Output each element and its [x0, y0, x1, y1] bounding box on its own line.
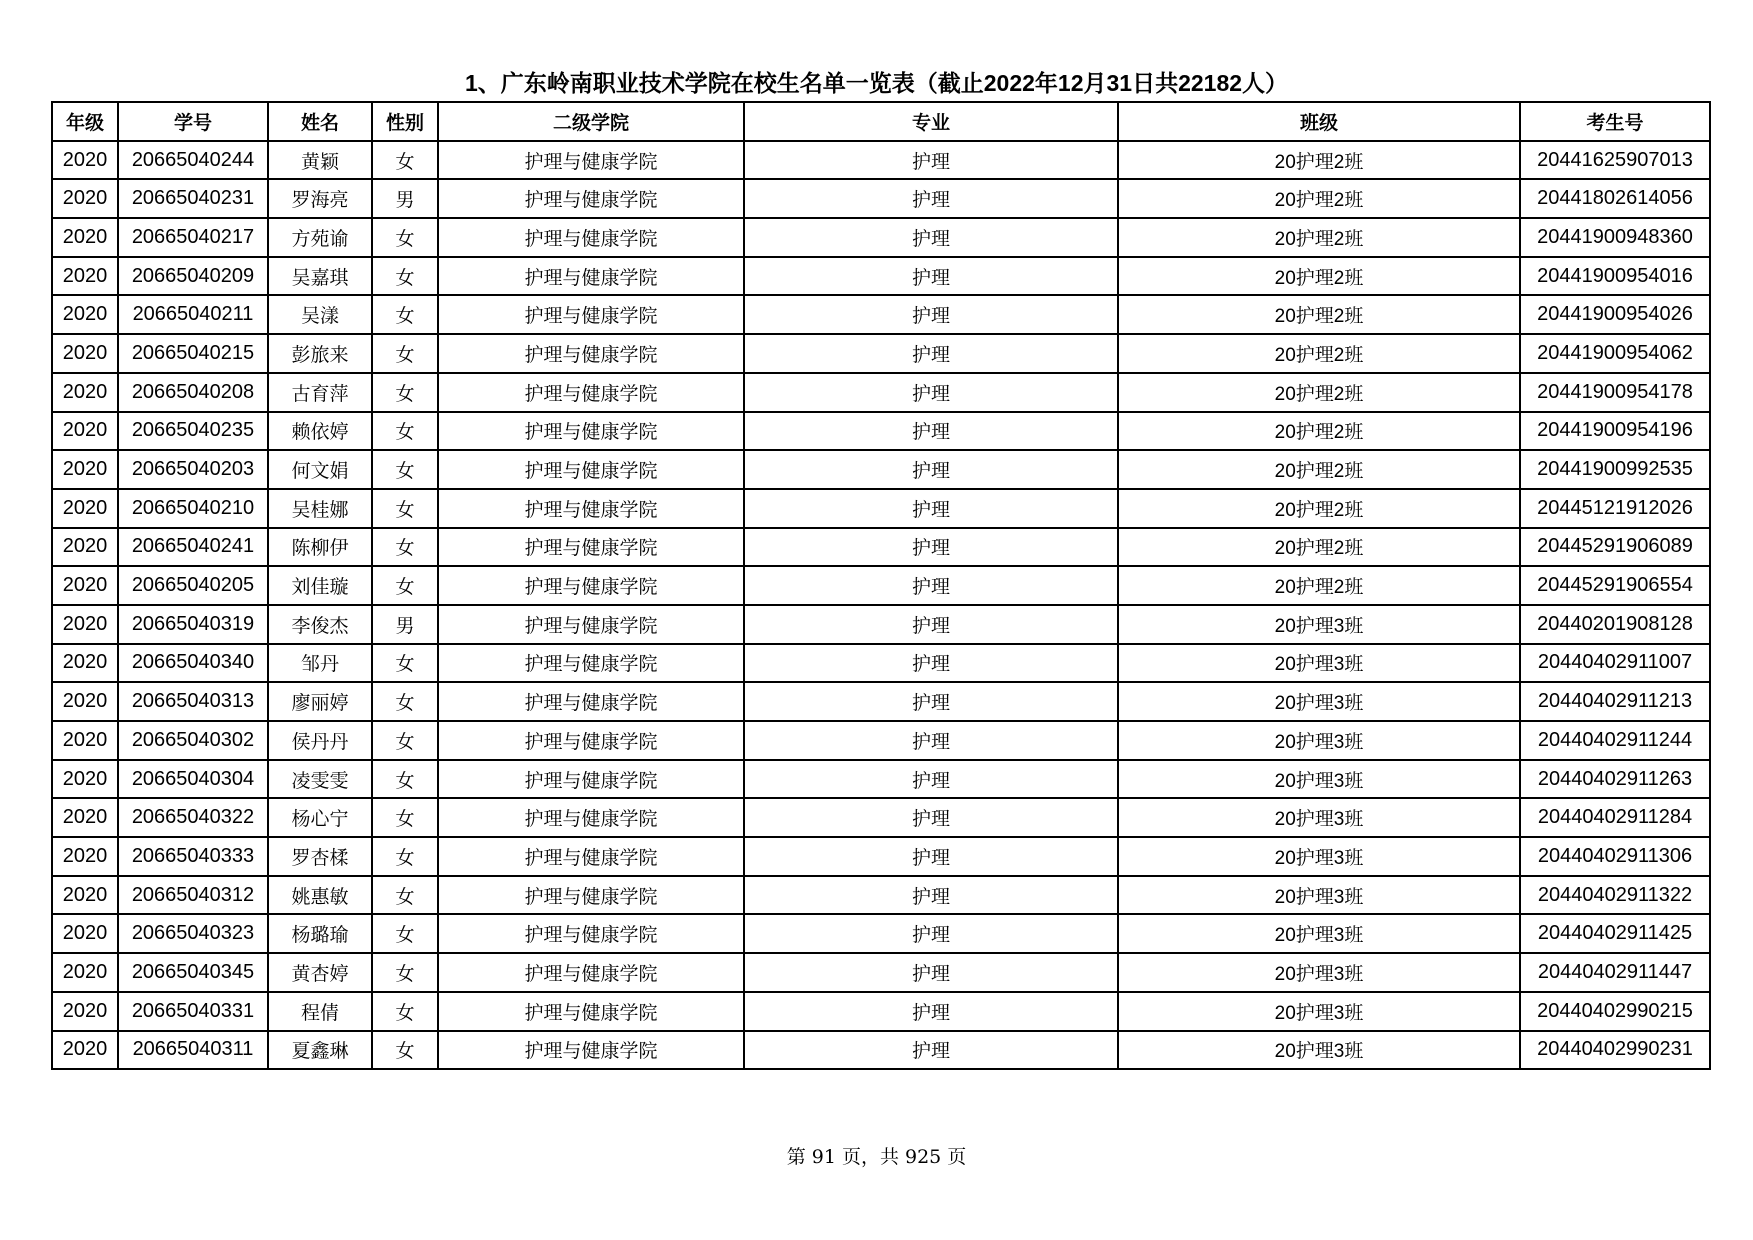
table-row	[52, 837, 1710, 876]
header-major: 专业	[744, 102, 1118, 141]
cell-exam-no: 20440402911007	[1520, 644, 1710, 683]
cell-name: 廖丽婷	[268, 682, 372, 721]
table-row	[52, 992, 1710, 1031]
cell-major: 护理	[744, 644, 1118, 683]
cell-exam-no: 20440402911213	[1520, 682, 1710, 721]
table-row	[52, 876, 1710, 915]
table-body	[52, 141, 1710, 1070]
cell-class: 20护理3班	[1118, 644, 1520, 683]
table-row	[52, 528, 1710, 567]
cell-gender: 女	[372, 953, 438, 992]
cell-major: 护理	[744, 1031, 1118, 1070]
cell-student-id: 20665040340	[118, 644, 268, 683]
cell-grade: 2020	[52, 141, 118, 180]
cell-student-id: 20665040208	[118, 373, 268, 412]
cell-major: 护理	[744, 914, 1118, 953]
cell-major: 护理	[744, 218, 1118, 257]
cell-exam-no: 20441900954062	[1520, 334, 1710, 373]
cell-class: 20护理2班	[1118, 334, 1520, 373]
cell-major: 护理	[744, 837, 1118, 876]
header-exam-no: 考生号	[1520, 102, 1710, 141]
cell-name: 刘佳璇	[268, 566, 372, 605]
cell-class: 20护理2班	[1118, 373, 1520, 412]
cell-exam-no: 20441900954026	[1520, 295, 1710, 334]
cell-class: 20护理2班	[1118, 489, 1520, 528]
cell-gender: 女	[372, 257, 438, 296]
cell-gender: 女	[372, 373, 438, 412]
cell-exam-no: 20441900954016	[1520, 257, 1710, 296]
cell-college: 护理与健康学院	[438, 605, 744, 644]
cell-college: 护理与健康学院	[438, 334, 744, 373]
cell-exam-no: 20445291906089	[1520, 528, 1710, 567]
cell-name: 黄颖	[268, 141, 372, 180]
cell-student-id: 20665040211	[118, 295, 268, 334]
table-row	[52, 1031, 1710, 1070]
cell-grade: 2020	[52, 334, 118, 373]
cell-exam-no: 20440402911447	[1520, 953, 1710, 992]
cell-grade: 2020	[52, 257, 118, 296]
cell-gender: 女	[372, 334, 438, 373]
cell-gender: 女	[372, 644, 438, 683]
cell-college: 护理与健康学院	[438, 837, 744, 876]
cell-major: 护理	[744, 179, 1118, 218]
cell-class: 20护理3班	[1118, 837, 1520, 876]
cell-class: 20护理2班	[1118, 528, 1520, 567]
cell-major: 护理	[744, 605, 1118, 644]
cell-major: 护理	[744, 295, 1118, 334]
cell-name: 侯丹丹	[268, 721, 372, 760]
cell-gender: 女	[372, 489, 438, 528]
cell-name: 黄杏婷	[268, 953, 372, 992]
table-row	[52, 953, 1710, 992]
table-row	[52, 179, 1710, 218]
cell-college: 护理与健康学院	[438, 992, 744, 1031]
cell-college: 护理与健康学院	[438, 644, 744, 683]
cell-grade: 2020	[52, 721, 118, 760]
cell-college: 护理与健康学院	[438, 528, 744, 567]
cell-student-id: 20665040231	[118, 179, 268, 218]
cell-gender: 女	[372, 876, 438, 915]
cell-college: 护理与健康学院	[438, 295, 744, 334]
cell-major: 护理	[744, 992, 1118, 1031]
cell-name: 杨心宁	[268, 798, 372, 837]
cell-college: 护理与健康学院	[438, 566, 744, 605]
cell-student-id: 20665040322	[118, 798, 268, 837]
cell-gender: 男	[372, 605, 438, 644]
header-student-id: 学号	[118, 102, 268, 141]
cell-class: 20护理3班	[1118, 605, 1520, 644]
table-row	[52, 721, 1710, 760]
cell-name: 吴漾	[268, 295, 372, 334]
cell-student-id: 20665040244	[118, 141, 268, 180]
cell-grade: 2020	[52, 953, 118, 992]
cell-student-id: 20665040313	[118, 682, 268, 721]
cell-major: 护理	[744, 141, 1118, 180]
cell-exam-no: 20441900992535	[1520, 450, 1710, 489]
cell-student-id: 20665040319	[118, 605, 268, 644]
cell-exam-no: 20440201908128	[1520, 605, 1710, 644]
cell-college: 护理与健康学院	[438, 179, 744, 218]
page-title: 1、广东岭南职业技术学院在校生名单一览表（截止2022年12月31日共22182人）	[464, 70, 1289, 96]
cell-name: 姚惠敏	[268, 876, 372, 915]
table-row	[52, 257, 1710, 296]
cell-major: 护理	[744, 721, 1118, 760]
cell-college: 护理与健康学院	[438, 373, 744, 412]
cell-student-id: 20665040345	[118, 953, 268, 992]
cell-college: 护理与健康学院	[438, 876, 744, 915]
cell-name: 方苑谕	[268, 218, 372, 257]
cell-student-id: 20665040311	[118, 1031, 268, 1070]
cell-name: 李俊杰	[268, 605, 372, 644]
cell-college: 护理与健康学院	[438, 489, 744, 528]
cell-major: 护理	[744, 798, 1118, 837]
cell-grade: 2020	[52, 760, 118, 799]
cell-grade: 2020	[52, 412, 118, 451]
cell-grade: 2020	[52, 992, 118, 1031]
cell-class: 20护理2班	[1118, 257, 1520, 296]
cell-name: 赖依婷	[268, 412, 372, 451]
cell-gender: 女	[372, 295, 438, 334]
cell-grade: 2020	[52, 450, 118, 489]
cell-class: 20护理3班	[1118, 721, 1520, 760]
cell-major: 护理	[744, 412, 1118, 451]
table-row	[52, 489, 1710, 528]
cell-major: 护理	[744, 682, 1118, 721]
cell-exam-no: 20440402911284	[1520, 798, 1710, 837]
cell-grade: 2020	[52, 876, 118, 915]
cell-class: 20护理2班	[1118, 218, 1520, 257]
cell-exam-no: 20440402990215	[1520, 992, 1710, 1031]
cell-major: 护理	[744, 566, 1118, 605]
cell-exam-no: 20440402911425	[1520, 914, 1710, 953]
cell-name: 陈柳伊	[268, 528, 372, 567]
cell-name: 邹丹	[268, 644, 372, 683]
cell-college: 护理与健康学院	[438, 450, 744, 489]
cell-college: 护理与健康学院	[438, 1031, 744, 1070]
cell-college: 护理与健康学院	[438, 218, 744, 257]
cell-student-id: 20665040312	[118, 876, 268, 915]
cell-gender: 男	[372, 179, 438, 218]
table-row	[52, 682, 1710, 721]
cell-name: 古育萍	[268, 373, 372, 412]
cell-grade: 2020	[52, 179, 118, 218]
table-row	[52, 218, 1710, 257]
cell-grade: 2020	[52, 798, 118, 837]
header-gender: 性别	[372, 102, 438, 141]
cell-student-id: 20665040331	[118, 992, 268, 1031]
cell-exam-no: 20440402911244	[1520, 721, 1710, 760]
header-grade: 年级	[52, 102, 118, 141]
table-row	[52, 412, 1710, 451]
cell-college: 护理与健康学院	[438, 682, 744, 721]
cell-student-id: 20665040323	[118, 914, 268, 953]
cell-major: 护理	[744, 373, 1118, 412]
cell-exam-no: 20441900948360	[1520, 218, 1710, 257]
cell-gender: 女	[372, 721, 438, 760]
cell-exam-no: 20445291906554	[1520, 566, 1710, 605]
student-roster-table	[51, 101, 1711, 1070]
cell-name: 杨璐瑜	[268, 914, 372, 953]
cell-student-id: 20665040302	[118, 721, 268, 760]
table-header-row	[52, 102, 1710, 141]
cell-exam-no: 20440402911263	[1520, 760, 1710, 799]
cell-gender: 女	[372, 218, 438, 257]
cell-grade: 2020	[52, 682, 118, 721]
cell-name: 罗杏楺	[268, 837, 372, 876]
cell-major: 护理	[744, 334, 1118, 373]
cell-class: 20护理2班	[1118, 141, 1520, 180]
cell-major: 护理	[744, 876, 1118, 915]
table-row	[52, 760, 1710, 799]
cell-major: 护理	[744, 760, 1118, 799]
cell-student-id: 20665040203	[118, 450, 268, 489]
cell-class: 20护理3班	[1118, 953, 1520, 992]
cell-college: 护理与健康学院	[438, 798, 744, 837]
cell-class: 20护理3班	[1118, 798, 1520, 837]
cell-grade: 2020	[52, 837, 118, 876]
cell-class: 20护理2班	[1118, 566, 1520, 605]
header-name: 姓名	[268, 102, 372, 141]
cell-student-id: 20665040210	[118, 489, 268, 528]
cell-college: 护理与健康学院	[438, 914, 744, 953]
cell-college: 护理与健康学院	[438, 953, 744, 992]
cell-gender: 女	[372, 528, 438, 567]
cell-gender: 女	[372, 450, 438, 489]
cell-class: 20护理3班	[1118, 1031, 1520, 1070]
table-row	[52, 141, 1710, 180]
cell-class: 20护理3班	[1118, 914, 1520, 953]
cell-class: 20护理2班	[1118, 450, 1520, 489]
page-number-footer: 第 91 页，共 925 页	[786, 1146, 967, 1168]
cell-name: 何文娟	[268, 450, 372, 489]
header-class: 班级	[1118, 102, 1520, 141]
cell-name: 凌雯雯	[268, 760, 372, 799]
cell-grade: 2020	[52, 605, 118, 644]
table-row	[52, 373, 1710, 412]
cell-class: 20护理2班	[1118, 179, 1520, 218]
cell-class: 20护理3班	[1118, 992, 1520, 1031]
cell-name: 吴嘉琪	[268, 257, 372, 296]
cell-grade: 2020	[52, 644, 118, 683]
cell-gender: 女	[372, 682, 438, 721]
cell-college: 护理与健康学院	[438, 257, 744, 296]
cell-grade: 2020	[52, 489, 118, 528]
cell-name: 夏鑫琳	[268, 1031, 372, 1070]
cell-student-id: 20665040235	[118, 412, 268, 451]
table-row	[52, 798, 1710, 837]
cell-name: 程倩	[268, 992, 372, 1031]
table-row	[52, 644, 1710, 683]
cell-name: 彭旅来	[268, 334, 372, 373]
table-row	[52, 295, 1710, 334]
cell-gender: 女	[372, 412, 438, 451]
cell-gender: 女	[372, 914, 438, 953]
cell-major: 护理	[744, 953, 1118, 992]
cell-exam-no: 20445121912026	[1520, 489, 1710, 528]
cell-college: 护理与健康学院	[438, 721, 744, 760]
cell-grade: 2020	[52, 218, 118, 257]
cell-exam-no: 20441900954196	[1520, 412, 1710, 451]
cell-student-id: 20665040304	[118, 760, 268, 799]
header-college: 二级学院	[438, 102, 744, 141]
cell-gender: 女	[372, 798, 438, 837]
table-row	[52, 914, 1710, 953]
cell-exam-no: 20441900954178	[1520, 373, 1710, 412]
cell-college: 护理与健康学院	[438, 412, 744, 451]
cell-exam-no: 20440402990231	[1520, 1031, 1710, 1070]
cell-grade: 2020	[52, 295, 118, 334]
cell-gender: 女	[372, 837, 438, 876]
cell-major: 护理	[744, 450, 1118, 489]
cell-gender: 女	[372, 1031, 438, 1070]
cell-exam-no: 20440402911306	[1520, 837, 1710, 876]
cell-major: 护理	[744, 489, 1118, 528]
cell-college: 护理与健康学院	[438, 760, 744, 799]
cell-student-id: 20665040333	[118, 837, 268, 876]
cell-name: 罗海亮	[268, 179, 372, 218]
cell-class: 20护理3班	[1118, 876, 1520, 915]
cell-grade: 2020	[52, 528, 118, 567]
cell-major: 护理	[744, 257, 1118, 296]
cell-exam-no: 20441802614056	[1520, 179, 1710, 218]
cell-student-id: 20665040241	[118, 528, 268, 567]
cell-student-id: 20665040217	[118, 218, 268, 257]
cell-student-id: 20665040215	[118, 334, 268, 373]
cell-class: 20护理3班	[1118, 760, 1520, 799]
cell-class: 20护理2班	[1118, 412, 1520, 451]
cell-class: 20护理2班	[1118, 295, 1520, 334]
cell-major: 护理	[744, 528, 1118, 567]
cell-class: 20护理3班	[1118, 682, 1520, 721]
cell-grade: 2020	[52, 914, 118, 953]
cell-grade: 2020	[52, 1031, 118, 1070]
cell-student-id: 20665040209	[118, 257, 268, 296]
cell-grade: 2020	[52, 566, 118, 605]
table-row	[52, 334, 1710, 373]
cell-grade: 2020	[52, 373, 118, 412]
table-row	[52, 605, 1710, 644]
table-row	[52, 450, 1710, 489]
cell-gender: 女	[372, 760, 438, 799]
table-row	[52, 566, 1710, 605]
cell-student-id: 20665040205	[118, 566, 268, 605]
cell-name: 吴桂娜	[268, 489, 372, 528]
cell-exam-no: 20440402911322	[1520, 876, 1710, 915]
cell-gender: 女	[372, 992, 438, 1031]
cell-college: 护理与健康学院	[438, 141, 744, 180]
cell-gender: 女	[372, 566, 438, 605]
cell-gender: 女	[372, 141, 438, 180]
cell-exam-no: 20441625907013	[1520, 141, 1710, 180]
